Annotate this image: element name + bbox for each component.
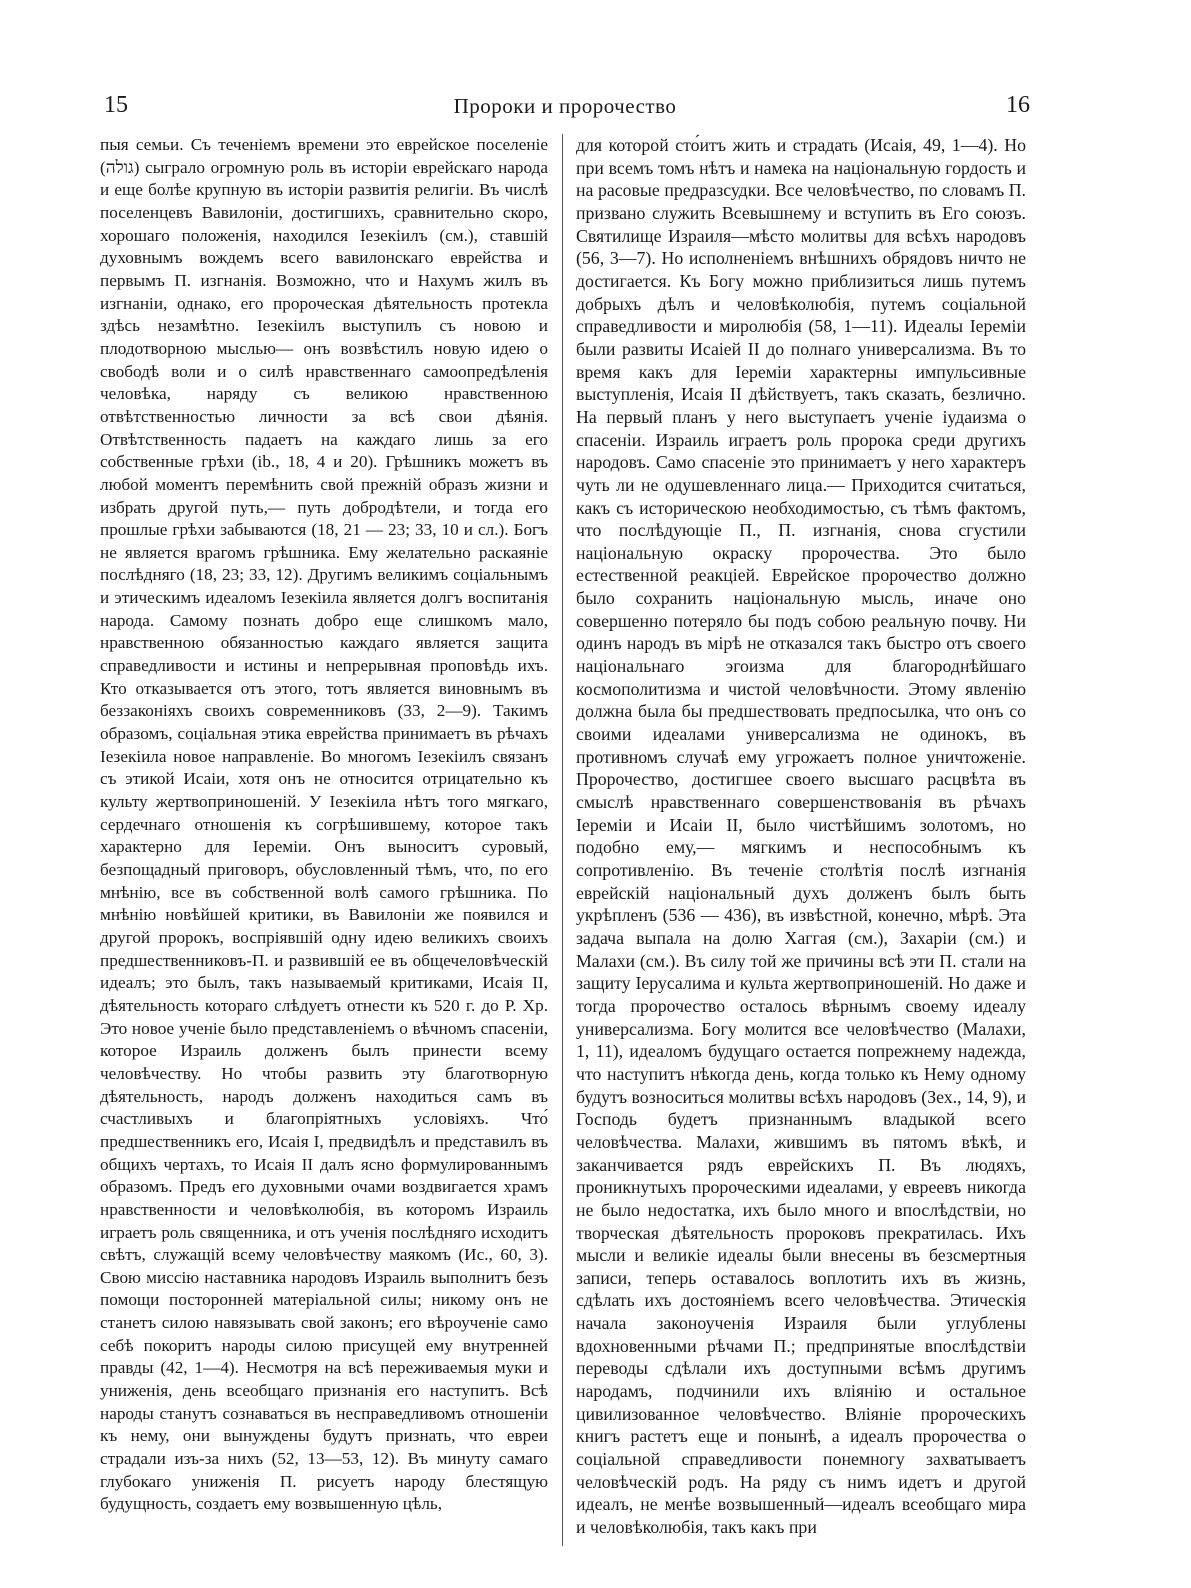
page-number-right: 16: [1006, 92, 1030, 118]
column-left-text: пыя семьи. Съ теченіемъ времени это еврейское поселеніе (גולה) сыграло огромную роль въ исторіи еврейскаго народа и еще болѣе крупную въ исторіи развитія религіи. Въ числѣ поселенцевъ Вавилоніи, достигшихъ, сравнительно скоро, хорошаго положенія, находился Іезекіилъ (см.), ставшій духовнымъ вождемъ всего вавилонскаго еврейства и первымъ П. изгнанія. Возможно, что и Нахумъ жилъ въ изгнаніи, однако, его пророческая дѣятельность протекла здѣсь незамѣтно. Іезекіилъ выступилъ съ новою и плодотворною мыслью— онъ возвѣстилъ новую идею о свободѣ воли и о силѣ нравственнаго самоопредѣленія человѣка, наряду съ великою нравственною отвѣтственностью личности за всѣ свои дѣянія. Отвѣтственность падаетъ на каждаго лишь за его собственные грѣхи (ib., 18, 4 и 20). Грѣшникъ можетъ въ любой моментъ перемѣнить свой прежній образъ жизни и избрать другой путь,— путь добродѣтели, и тогда его прошлые грѣхи забываются (18, 21 — 23; 33, 10 и сл.). Богъ не является врагомъ грѣшника. Ему желательно раскаяніе послѣдняго (18, 23; 33, 12). Другимъ великимъ соціальнымъ и этическимъ идеаломъ Іезекіила является долгъ воспитанія народа. Самому познать добро еще слишкомъ мало, нравственною обязанностью каждаго является защита справедливости и истины и непрерывная проповѣдь ихъ. Кто отказывается отъ этого, тотъ является виновнымъ въ беззаконіяхъ своихъ современниковъ (33, 2—9). Такимъ образомъ, соціальная этика еврейства принимаетъ въ рѣчахъ Іезекіила новое направленіе. Во многомъ Іезекіилъ связанъ съ этикой Исаіи, хотя онъ не относится отрицательно къ культу жертвоприношеній. У Іезекіила нѣтъ того мягкаго, сердечнаго отношенія къ согрѣшившему, которое такъ характерно для Іереміи. Онъ выноситъ суровый, безпощадный приговоръ, обусловленный тѣмъ, что, по его мнѣнію, все въ собственной волѣ самого грѣшника. По мнѣнію новѣйшей критики, въ Вавилоніи же появился и другой пророкъ, воспріявшій одну идею великихъ своихъ предшественниковъ-П. и развившій ее въ общечеловѣческій идеалъ; это былъ, такъ называемый критиками, Исаія II, дѣятельность котораго слѣдуетъ отнести къ 520 г. до Р. Хр. Это новое ученіе было представленіемъ о вѣчномъ спасеніи, которое Израиль долженъ былъ принести всему человѣчеству. Но чтобы развить эту благотворную дѣятельность, народъ долженъ находиться самъ въ счастливыхъ и благопріятныхъ условіяхъ. Что́ предшественникъ его, Исаія I, предвидѣлъ и представилъ въ общихъ чертахъ, то Исаія II далъ ясно формулированнымъ образомъ. Предъ его духовными очами воздвигается храмъ нравственности и человѣколюбія, въ которомъ Израиль играетъ роль священника, и отъ ученія послѣдняго исходитъ свѣтъ, служащій всему человѣчеству маякомъ (Ис., 60, 3). Свою миссію наставника народовъ Израиль выполнитъ безъ помощи посторонней матеріальной силы; никому онъ не станетъ силою навязывать свой законъ; его вѣроученіе само себѣ покоритъ народы силою присущей ему внутренней правды (42, 1—4). Несмотря на всѣ переживаемыя муки и униженія, день всеобщаго признанія его наступитъ. Всѣ народы станутъ сознаваться въ несправедливомъ отношеніи къ нему, они вынуждены будутъ признать, что евреи страдали изъ-за нихъ (52, 13—53, 12). Въ минуту самаго глубокаго униженія П. рисуетъ народу блестящую будущность, создаетъ ему возвышенную цѣль,: [100, 135, 548, 1514]
column-right-text: для которой сто́итъ жить и страдать (Исаія, 49, 1—4). Но при всемъ томъ нѣтъ и намека на національную гордость и на расовые предразсудки. Все человѣчество, по словамъ П. призвано служить Всевышнему и вступить въ Его союзъ. Святилище Израиля—мѣсто молитвы для всѣхъ народовъ (56, 3—7). Но исполненіемъ внѣшнихъ обрядовъ ничто не достигается. Къ Богу можно приблизиться лишь путемъ добрыхъ дѣлъ и человѣколюбія, путемъ соціальной справедливости и миролюбія (58, 1—11). Идеалы Іереміи были развиты Исаіей II до полнаго универсализма. Въ то время какъ для Іереміи характерны импульсивные выступленія, Исаія II дѣйствуетъ, такъ сказать, безлично. На первый планъ у него выступаетъ ученіе іудаизма о спасеніи. Израиль играетъ роль пророка среди другихъ народовъ. Само спасеніе это принимаетъ у него характеръ чуть ли не одушевленнаго лица.— Приходится считаться, какъ съ историческою необходимостью, съ тѣмъ фактомъ, что послѣдующіе П., П. изгнанія, снова сгустили національную окраску пророчества. Это было естественной реакціей. Еврейское пророчество должно было сохранить національную мысль, иначе оно совершенно потеряло бы подъ собою реальную почву. Ни одинъ народъ въ мірѣ не отказался такъ быстро отъ своего національнаго эгоизма для благороднѣйшаго космополитизма и чистой человѣчности. Этому явленію должна была бы предшествовать предпосылка, что онъ со своими идеалами универсализма не одинокъ, въ противномъ случаѣ ему угрожаетъ полное уничтоженіе. Пророчество, достигшее своего высшаго расцвѣта въ смыслѣ нравственнаго совершенствованія въ рѣчахъ Іереміи и Исаіи II, было чистѣйшимъ золотомъ, но подобно ему,— мягкимъ и неспособнымъ къ сопротивленію. Въ теченіе столѣтія послѣ изгнанія еврейскій національный духъ долженъ былъ быть укрѣпленъ (536 — 436), въ извѣстной, конечно, мѣрѣ. Эта задача выпала на долю Хаггая (см.), Захаріи (см.) и Малахи (см.). Въ силу той же причины всѣ эти П. стали на защиту Іерусалима и культа жертвоприношеній. Но даже и тогда пророчество осталось вѣрнымъ своему идеалу универсализма. Богу молится все человѣчество (Малахи, 1, 11), идеаломъ будущаго остается попрежнему надежда, что наступитъ нѣкогда день, когда только къ Нему одному будутъ возноситься молитвы всѣхъ народовъ (Зех., 14, 9), и Господь будетъ признаннымъ владыкой всего человѣчества. Малахи, жившимъ въ пятомъ вѣкѣ, и заканчивается рядъ еврейскихъ П. Въ людяхъ, проникнутыхъ пророческими идеалами, у евреевъ никогда не было недостатка, ихъ было много и впослѣдствіи, но творческая дѣятельность пророковъ прекратилась. Ихъ мысли и великіе идеалы были внесены въ безсмертныя записи, теперь оставалось воплотить ихъ въ жизнь, сдѣлать ихъ достояніемъ всего человѣчества. Этическія начала законоученія Израиля были углублены вдохновенными рѣчами П.; предпринятые впослѣдствіи переводы сдѣлали ихъ доступными всѣмъ другимъ народамъ, подчинили ихъ вліянію и остальное цивилизованное человѣчество. Вліяніе пророческихъ книгъ растетъ еще и понынѣ, а идеалъ пророчества о соціальной справедливости понемногу захватываетъ человѣческій родъ. На ряду съ нимъ идетъ и другой идеалъ, не менѣе возвышенный—идеалъ всеобщаго мира и человѣколюбія, такъ какъ при: [576, 135, 1026, 1538]
text-column-left: [100, 134, 548, 1546]
page-header: [100, 88, 1030, 122]
running-title: Пророки и пророчество: [453, 94, 677, 118]
column-divider: [562, 134, 563, 1546]
page-number-left: 15: [104, 92, 128, 118]
text-column-right: [576, 134, 1026, 1546]
